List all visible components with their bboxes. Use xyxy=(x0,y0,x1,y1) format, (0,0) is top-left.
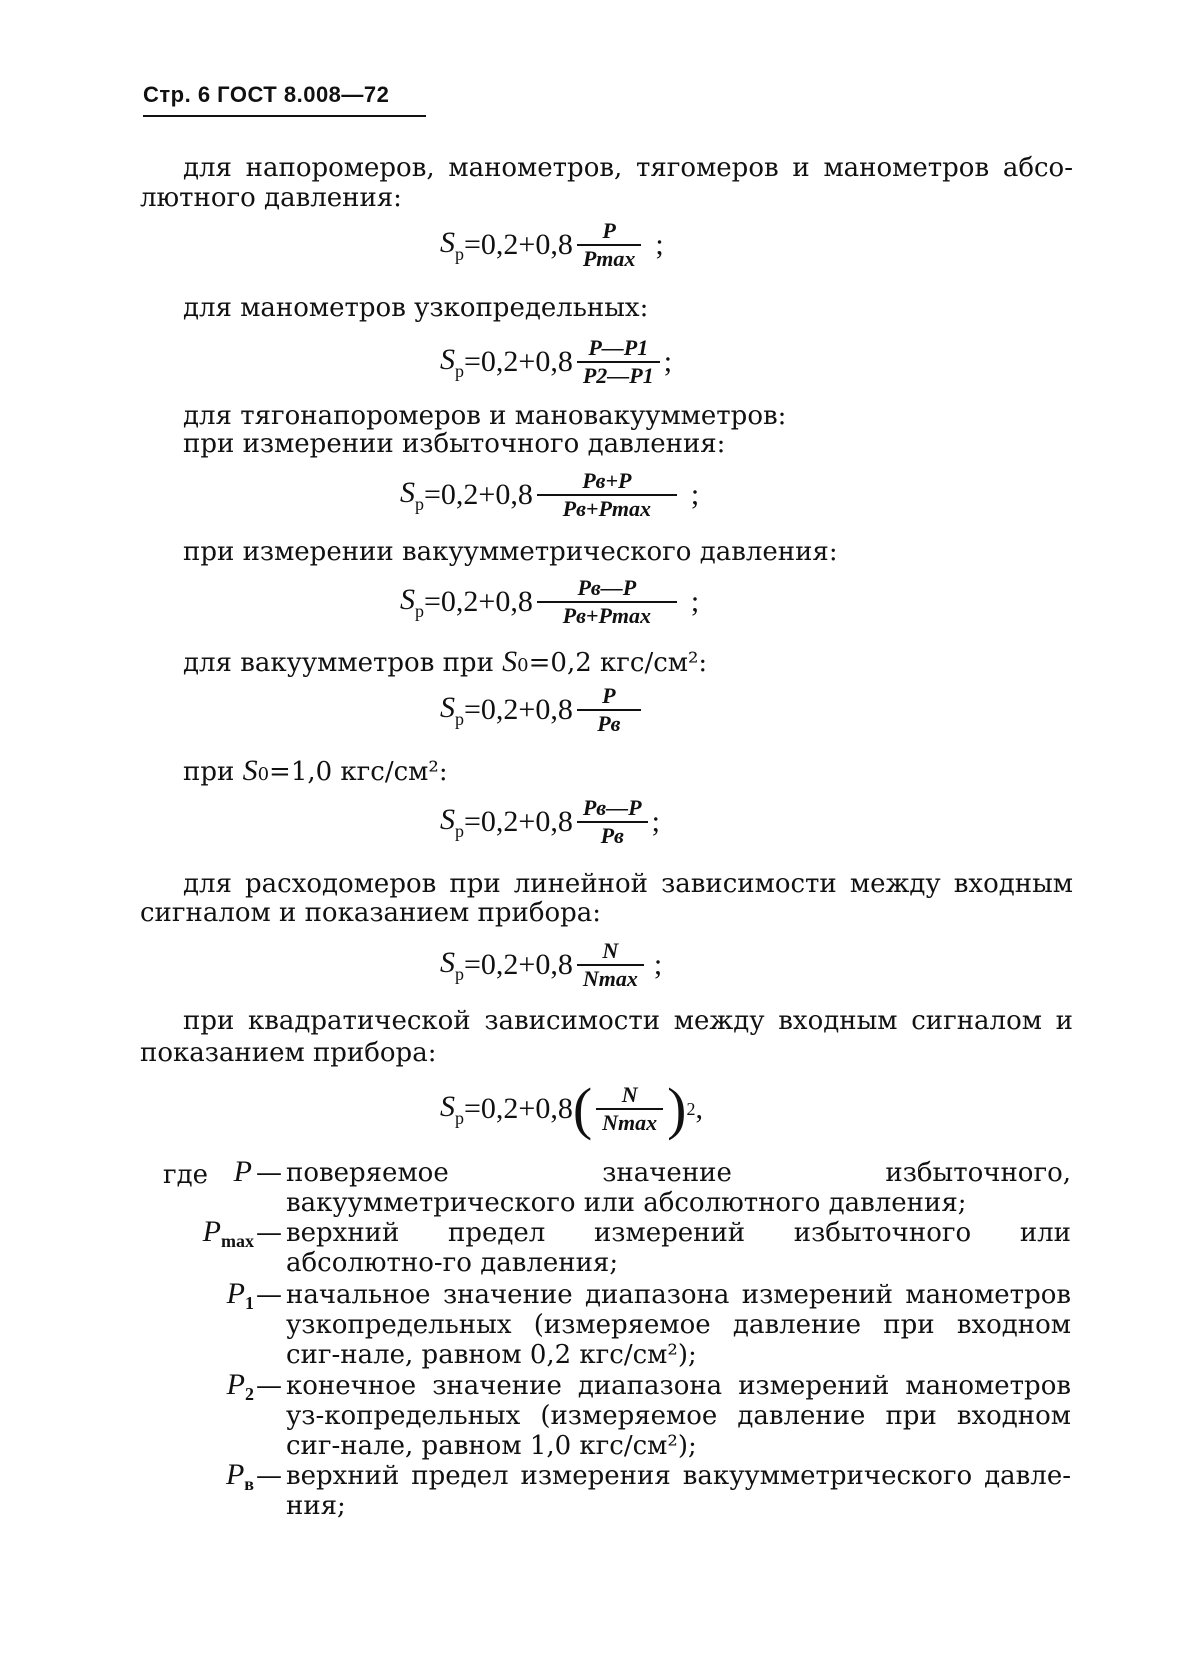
formula-rhs: =0,2+0,8 xyxy=(464,228,573,261)
formula-6 xyxy=(440,795,660,849)
fraction xyxy=(577,335,660,389)
definition-symbol: $P_в$ xyxy=(225,1458,254,1494)
paragraph-line: при измерении избыточного давления: xyxy=(183,429,726,459)
formula-4 xyxy=(400,575,699,629)
paragraph-line: для расходомеров при линейной зависимости между входным xyxy=(183,869,1073,899)
definition-symbol: $P_1$ xyxy=(226,1277,254,1313)
paragraph-line: лютного давления: xyxy=(140,183,402,213)
formula-lhs: $S_p$ xyxy=(440,342,464,381)
formula-7 xyxy=(440,938,662,992)
formula-3 xyxy=(400,468,699,522)
paragraph-line: для напоромеров, манометров, тягомеров и манометров абсо- xyxy=(183,153,1073,183)
definition-dash: — xyxy=(256,1218,282,1248)
numerator: Pв+P xyxy=(582,468,632,493)
fraction xyxy=(577,218,642,272)
numerator: P xyxy=(602,683,616,708)
formula-tail: ; xyxy=(690,585,700,618)
fraction xyxy=(537,575,677,629)
paragraph-line: при квадратической зависимости между входным сигналом и xyxy=(183,1006,1073,1036)
formula-lhs: $S_p$ xyxy=(400,582,424,621)
definition-text: начальное значение диапазона измерений манометров узкопредельных (измеряемое давление при входном сиг-нале, равном 0,2 кгс/см²); xyxy=(286,1280,1071,1370)
formula-lhs: $S_p$ xyxy=(440,945,464,984)
formula-tail: , xyxy=(695,1092,703,1125)
paragraph-line: для тягонапоромеров и мановакуумметров: xyxy=(183,401,787,431)
formula-tail: ; xyxy=(653,948,663,981)
definition-text: верхний предел измерения вакуумметрического давле-ния; xyxy=(286,1461,1071,1521)
numerator: Pв—P xyxy=(582,795,642,820)
numerator: P xyxy=(602,218,616,243)
definition-symbol: P xyxy=(233,1155,252,1188)
denominator: Nmax xyxy=(602,1110,658,1135)
paragraph-line: для вакуумметров при S0=0,2 кгс/см²: xyxy=(183,645,708,678)
numerator: P—P1 xyxy=(588,335,649,360)
formula-rhs: =0,2+0,8 xyxy=(464,948,573,981)
right-paren: ) xyxy=(667,1076,687,1141)
definition-dash: — xyxy=(256,1371,282,1401)
formula-1 xyxy=(440,218,664,272)
denominator: Pв xyxy=(597,711,621,736)
formula-tail: ; xyxy=(663,345,673,378)
formula-rhs: =0,2+0,8 xyxy=(464,1092,573,1125)
paragraph-line: при S0=1,0 кгс/см²: xyxy=(183,754,448,787)
formula-5 xyxy=(440,683,645,737)
formula-8 xyxy=(440,1076,703,1141)
definition-dash: — xyxy=(256,1461,282,1491)
fraction xyxy=(577,683,641,737)
definition-symbol: $P_2$ xyxy=(226,1368,254,1404)
definition-dash: — xyxy=(256,1158,282,1188)
denominator: Pв xyxy=(600,823,624,848)
formula-rhs: =0,2+0,8 xyxy=(464,345,573,378)
denominator: Pв+Pmax xyxy=(562,496,652,521)
definition-text: верхний предел измерений избыточного или абсолютно-го давления; xyxy=(286,1218,1071,1278)
definition-symbol: $P_{max}$ xyxy=(202,1215,254,1251)
paragraph-line: показанием прибора: xyxy=(140,1038,437,1068)
left-paren: ( xyxy=(572,1076,593,1141)
definition-dash: — xyxy=(256,1280,282,1310)
formula-rhs: =0,2+0,8 xyxy=(424,478,533,511)
fraction xyxy=(577,795,648,849)
exponent: 2 xyxy=(686,1098,696,1119)
denominator: P2—P1 xyxy=(582,363,654,388)
fraction xyxy=(577,938,644,992)
formula-rhs: =0,2+0,8 xyxy=(464,805,573,838)
denominator: Nmax xyxy=(582,966,638,991)
formula-rhs: =0,2+0,8 xyxy=(464,693,573,726)
definition-text: конечное значение диапазона измерений манометров уз-копредельных (измеряемое давление при входном сиг-нале, равном 1,0 кгс/см²); xyxy=(286,1371,1071,1461)
page-header: Стр. 6 ГОСТ 8.008—72 xyxy=(143,82,390,107)
paragraph-line: сигналом и показанием прибора: xyxy=(140,898,602,928)
definition-text: поверяемое значение избыточного, вакуумметрического или абсолютного давления; xyxy=(286,1158,1071,1218)
formula-tail: ; xyxy=(655,228,664,261)
numerator: N xyxy=(621,1082,638,1107)
formula-2 xyxy=(440,335,672,389)
formula-tail: ; xyxy=(690,478,700,511)
header-rule xyxy=(143,115,426,117)
formula-lhs: $S_p$ xyxy=(440,802,464,841)
definition-prefix: где xyxy=(163,1160,209,1190)
fraction xyxy=(537,468,677,522)
denominator: Pmax xyxy=(582,246,636,271)
fraction xyxy=(596,1082,663,1136)
denominator: Pв+Pmax xyxy=(562,603,652,628)
paragraph-line: для манометров узкопредельных: xyxy=(183,293,649,323)
numerator: N xyxy=(602,938,619,963)
formula-tail: ; xyxy=(651,805,660,838)
numerator: Pв—P xyxy=(577,575,637,600)
formula-lhs: $S_p$ xyxy=(440,225,464,264)
formula-lhs: $S_p$ xyxy=(440,1089,464,1128)
formula-rhs: =0,2+0,8 xyxy=(424,585,533,618)
formula-lhs: $S_p$ xyxy=(440,690,464,729)
formula-lhs: $S_p$ xyxy=(400,475,424,514)
paragraph-line: при измерении вакуумметрического давления: xyxy=(183,537,838,567)
